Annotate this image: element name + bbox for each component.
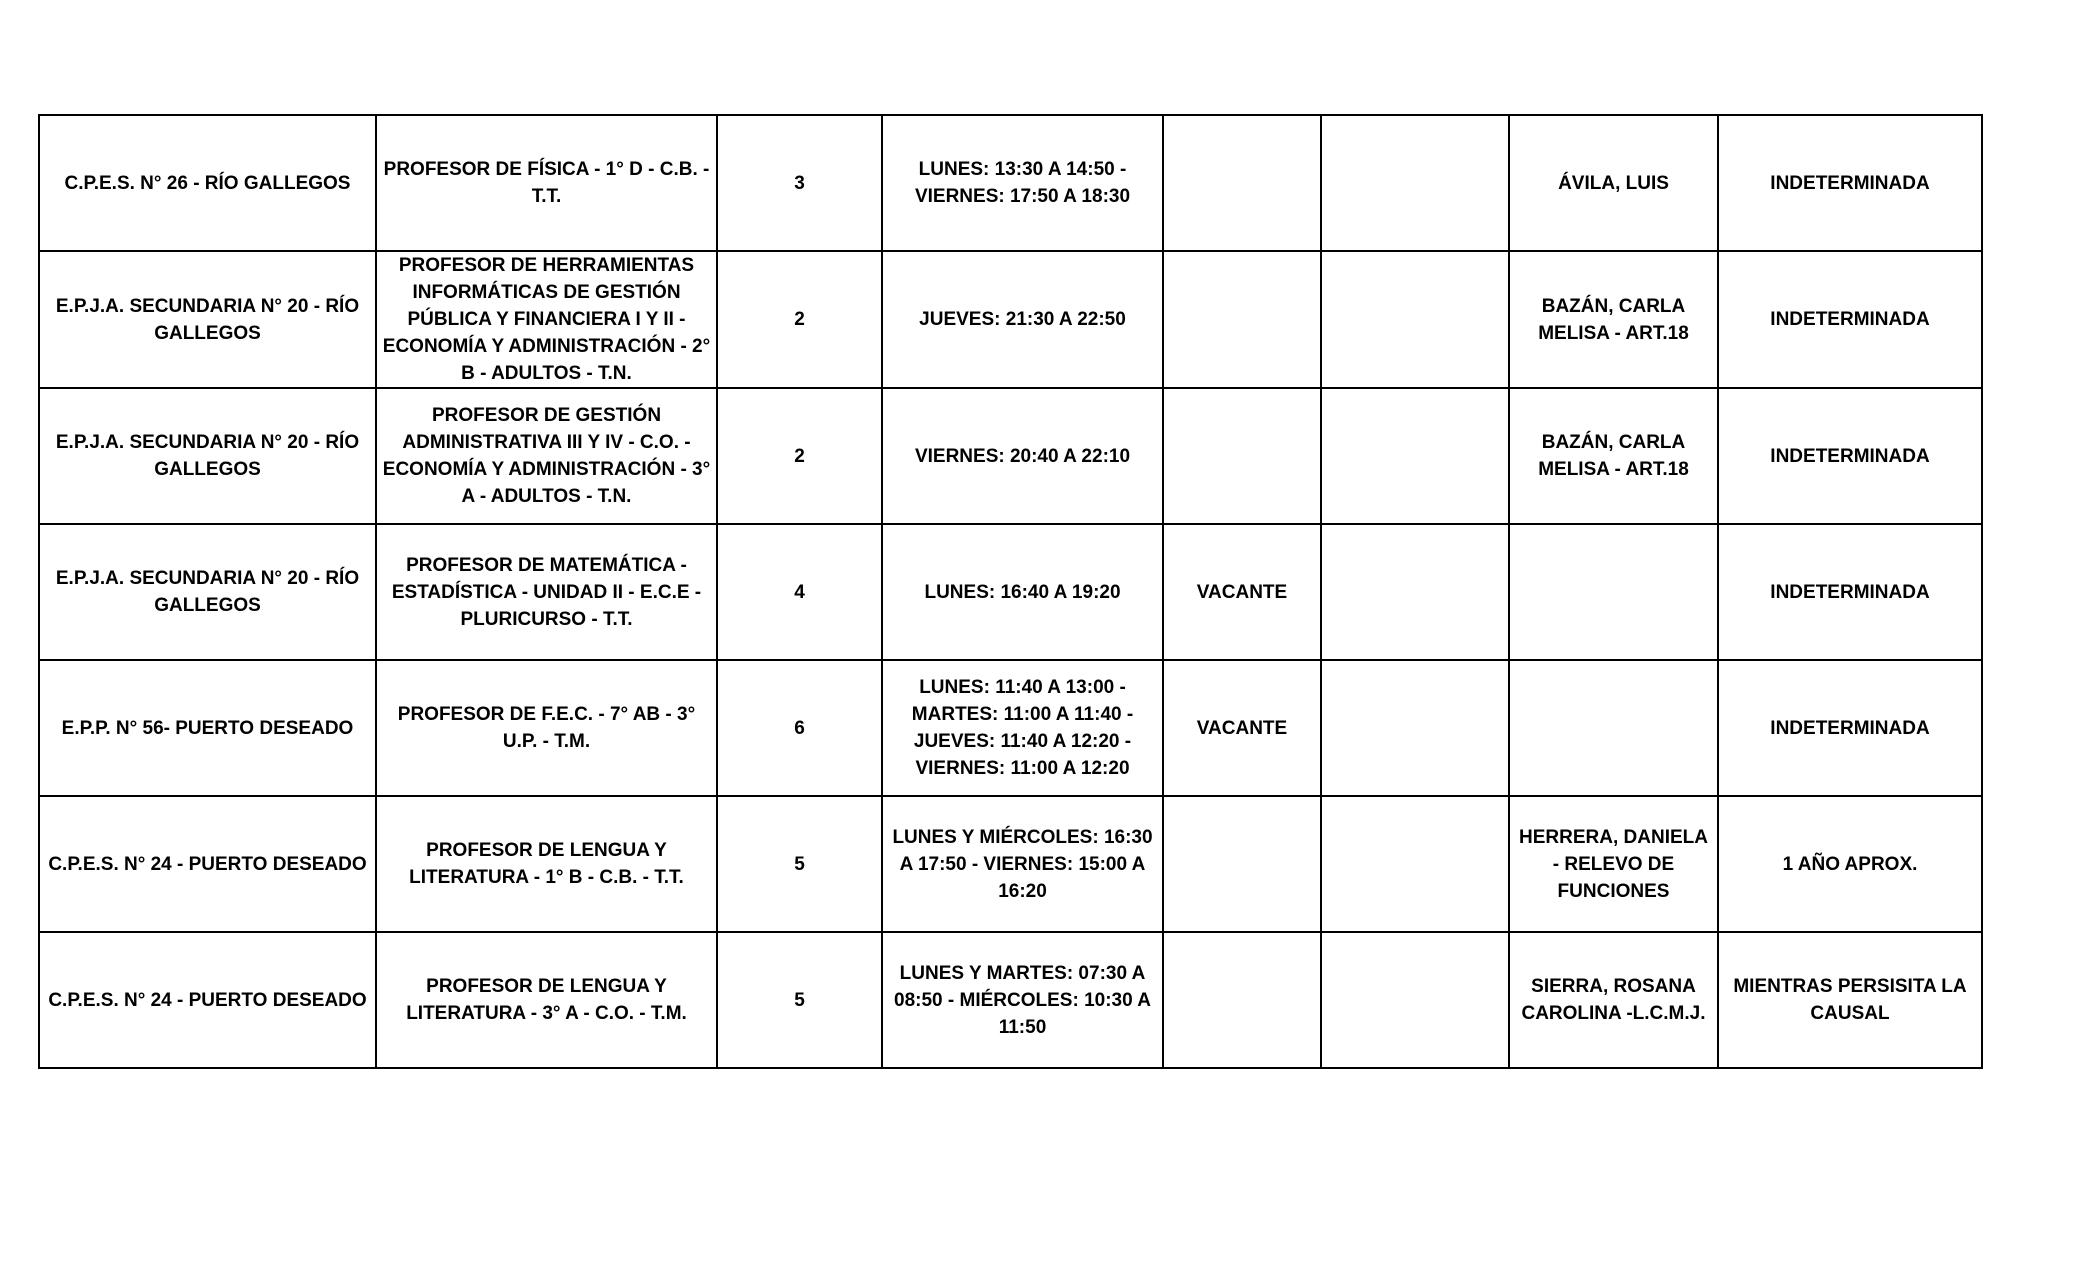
cell-duration: INDETERMINADA <box>1718 524 1982 660</box>
cell-school: C.P.E.S. N° 24 - PUERTO DESEADO <box>39 796 376 932</box>
cell-school: C.P.E.S. N° 26 - RÍO GALLEGOS <box>39 115 376 251</box>
cell-position: PROFESOR DE F.E.C. - 7° AB - 3° U.P. - T.M. <box>376 660 717 796</box>
table-row <box>39 251 1982 388</box>
cell-hours: 2 <box>717 251 882 388</box>
cell-schedule: LUNES Y MIÉRCOLES: 16:30 A 17:50 - VIERNES: 15:00 A 16:20 <box>882 796 1163 932</box>
cell-school: C.P.E.S. N° 24 - PUERTO DESEADO <box>39 932 376 1068</box>
cell-holder: HERRERA, DANIELA - RELEVO DE FUNCIONES <box>1509 796 1718 932</box>
cell-school: E.P.P. N° 56- PUERTO DESEADO <box>39 660 376 796</box>
cell-holder: ÁVILA, LUIS <box>1509 115 1718 251</box>
cell-holder <box>1509 524 1718 660</box>
cell-duration: INDETERMINADA <box>1718 660 1982 796</box>
cell-hours: 5 <box>717 932 882 1068</box>
cell-extra <box>1321 932 1509 1068</box>
cell-status: VACANTE <box>1163 660 1321 796</box>
cell-duration: INDETERMINADA <box>1718 388 1982 524</box>
cell-extra <box>1321 796 1509 932</box>
cell-duration: 1 AÑO APROX. <box>1718 796 1982 932</box>
cell-holder <box>1509 660 1718 796</box>
cell-extra <box>1321 660 1509 796</box>
cell-position: PROFESOR DE HERRAMIENTAS INFORMÁTICAS DE GESTIÓN PÚBLICA Y FINANCIERA I Y II - ECONOMÍA Y ADMINISTRACIÓN - 2° B - ADULTOS - T.N. <box>376 251 717 388</box>
table-row <box>39 115 1982 251</box>
cell-school: E.P.J.A. SECUNDARIA N° 20 - RÍO GALLEGOS <box>39 388 376 524</box>
cell-extra <box>1321 388 1509 524</box>
cell-schedule: LUNES Y MARTES: 07:30 A 08:50 - MIÉRCOLES: 10:30 A 11:50 <box>882 932 1163 1068</box>
cell-hours: 3 <box>717 115 882 251</box>
cell-duration: MIENTRAS PERSISITA LA CAUSAL <box>1718 932 1982 1068</box>
cell-duration: INDETERMINADA <box>1718 251 1982 388</box>
cell-holder: SIERRA, ROSANA CAROLINA -L.C.M.J. <box>1509 932 1718 1068</box>
cell-schedule: LUNES: 16:40 A 19:20 <box>882 524 1163 660</box>
cell-extra <box>1321 251 1509 388</box>
cell-hours: 2 <box>717 388 882 524</box>
table-row <box>39 524 1982 660</box>
cell-position: PROFESOR DE LENGUA Y LITERATURA - 3° A - C.O. - T.M. <box>376 932 717 1068</box>
cell-duration: INDETERMINADA <box>1718 115 1982 251</box>
cell-position: PROFESOR DE GESTIÓN ADMINISTRATIVA III Y IV - C.O. - ECONOMÍA Y ADMINISTRACIÓN - 3° A - ADULTOS - T.N. <box>376 388 717 524</box>
cell-position: PROFESOR DE FÍSICA - 1° D - C.B. - T.T. <box>376 115 717 251</box>
table-row <box>39 388 1982 524</box>
cell-extra <box>1321 115 1509 251</box>
cell-schedule: VIERNES: 20:40 A 22:10 <box>882 388 1163 524</box>
cell-status <box>1163 388 1321 524</box>
cell-holder: BAZÁN, CARLA MELISA - ART.18 <box>1509 388 1718 524</box>
cell-status <box>1163 932 1321 1068</box>
cell-hours: 6 <box>717 660 882 796</box>
cell-status <box>1163 796 1321 932</box>
cell-school: E.P.J.A. SECUNDARIA N° 20 - RÍO GALLEGOS <box>39 251 376 388</box>
vacancy-table <box>38 114 1983 1069</box>
table-body <box>39 115 1982 1068</box>
cell-extra <box>1321 524 1509 660</box>
cell-status <box>1163 251 1321 388</box>
cell-schedule: JUEVES: 21:30 A 22:50 <box>882 251 1163 388</box>
cell-hours: 5 <box>717 796 882 932</box>
cell-status <box>1163 115 1321 251</box>
cell-position: PROFESOR DE MATEMÁTICA - ESTADÍSTICA - UNIDAD II - E.C.E - PLURICURSO - T.T. <box>376 524 717 660</box>
cell-status: VACANTE <box>1163 524 1321 660</box>
cell-schedule: LUNES: 11:40 A 13:00 - MARTES: 11:00 A 11:40 - JUEVES: 11:40 A 12:20 - VIERNES: 11:00 A 12:20 <box>882 660 1163 796</box>
cell-position: PROFESOR DE LENGUA Y LITERATURA - 1° B - C.B. - T.T. <box>376 796 717 932</box>
cell-school: E.P.J.A. SECUNDARIA N° 20 - RÍO GALLEGOS <box>39 524 376 660</box>
table-row <box>39 796 1982 932</box>
cell-schedule: LUNES: 13:30 A 14:50 - VIERNES: 17:50 A 18:30 <box>882 115 1163 251</box>
cell-hours: 4 <box>717 524 882 660</box>
cell-holder: BAZÁN, CARLA MELISA - ART.18 <box>1509 251 1718 388</box>
table-row <box>39 932 1982 1068</box>
table-row <box>39 660 1982 796</box>
